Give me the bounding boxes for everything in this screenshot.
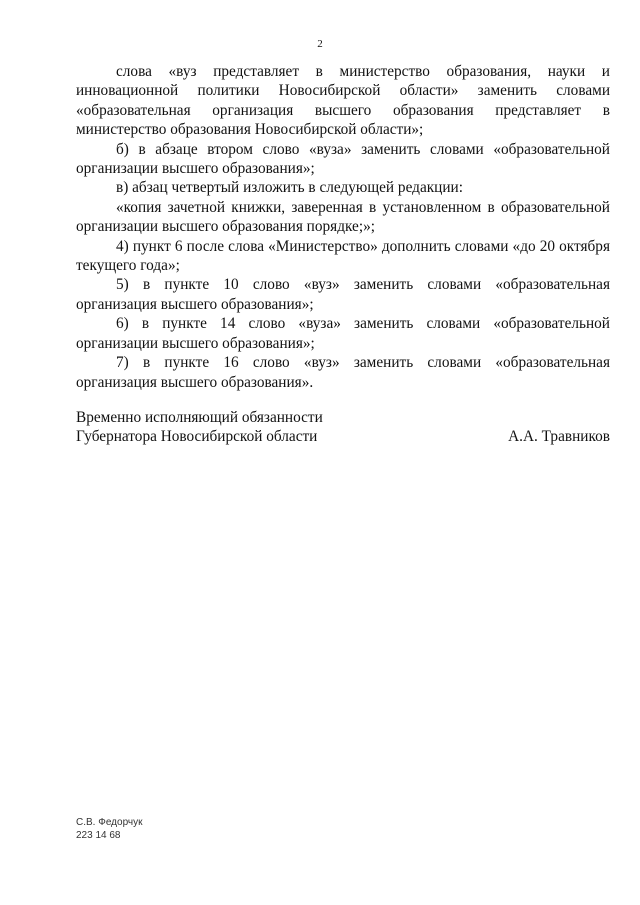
- signature-row: [76, 427, 610, 446]
- paragraph: 4) пункт 6 после слова «Министерство» дополнить словами «до 20 октября текущего года»;: [76, 237, 610, 275]
- paragraph: в) абзац четвертый изложить в следующей редакции:: [116, 179, 463, 197]
- paragraph: 6) в пункте 14 слово «вуза» заменить словами «образовательной организации высшего образования»;: [76, 315, 610, 352]
- page-number: 2: [317, 38, 323, 50]
- author-phone: 223 14 68: [76, 830, 121, 841]
- paragraph: 5) в пункте 10 слово «вуз» заменить словами «образовательная организация высшего образования»;: [76, 276, 610, 313]
- signatory-title-line2: Губернатора Новосибирской области: [76, 428, 318, 446]
- signatory-name: А.А. Травников: [508, 428, 610, 446]
- paragraph: 7) в пункте 16 слово «вуз» заменить словами «образовательная организация высшего образования».: [76, 354, 610, 391]
- paragraph: слова «вуз представляет в министерство образования, науки и инновационной политики Новосибирской области» заменить словами «образовательная организация высшего образования представляет в министерство образования Новосибирской области»;: [76, 63, 610, 139]
- document-body: [76, 62, 610, 392]
- paragraph: б) в абзаце втором слово «вуза» заменить словами «образовательной организации высшего образования»;: [76, 140, 610, 178]
- signatory-title-line1: Временно исполняющий обязанности: [76, 409, 323, 426]
- paragraph: «копия зачетной книжки, заверенная в установленном в образовательной организации высшего образования порядке;»;: [76, 198, 610, 236]
- signature-block: [76, 408, 610, 447]
- footer-contact: [76, 816, 143, 842]
- author-name: С.В. Федорчук: [76, 817, 143, 828]
